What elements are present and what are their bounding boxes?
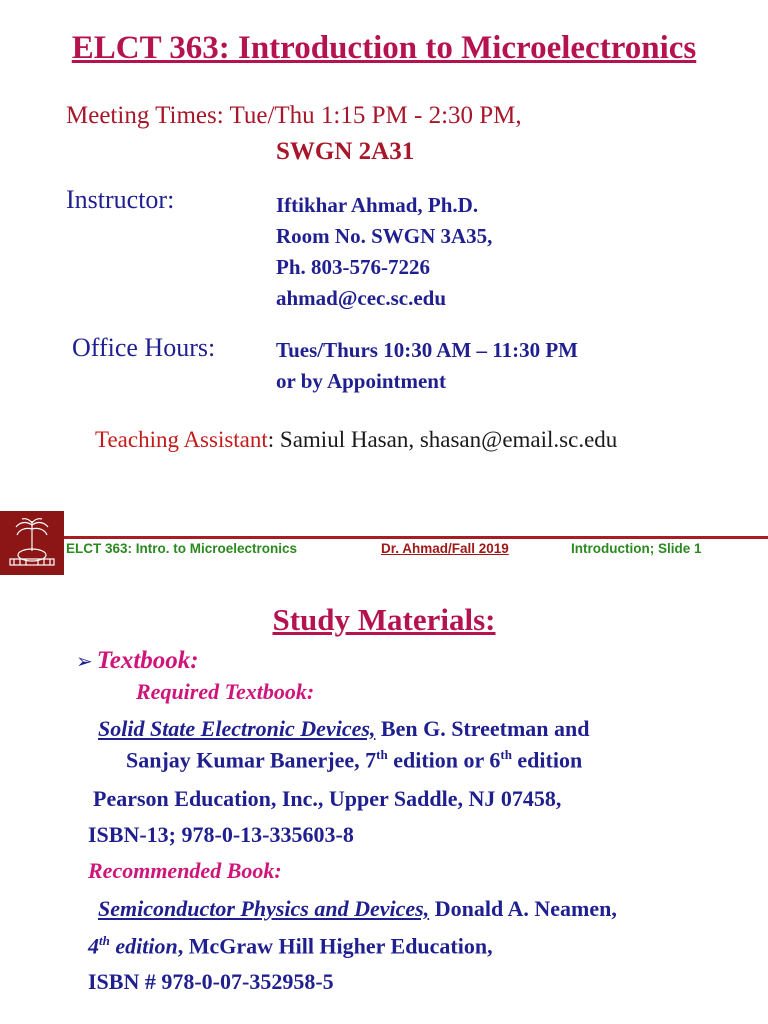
required-textbook-label: Required Textbook: bbox=[136, 679, 315, 704]
ta-label: Teaching Assistant bbox=[95, 427, 268, 452]
meeting-room: SWGN 2A31 bbox=[276, 138, 415, 165]
instructor-email: ahmad@cec.sc.edu bbox=[276, 286, 447, 310]
ta-value: : Samiul Hasan, shasan@email.sc.edu bbox=[267, 427, 618, 452]
bullet-arrow-icon: ➢ bbox=[76, 649, 93, 673]
edition-label: edition bbox=[109, 933, 178, 959]
required-book-title: Solid State Electronic Devices, bbox=[98, 716, 376, 741]
recommended-book-publisher: , McGraw Hill Higher Education, bbox=[177, 933, 493, 959]
required-book-isbn: ISBN-13; 978-0-13-335603-8 bbox=[88, 822, 354, 847]
slide2-title: Study Materials: bbox=[272, 602, 496, 637]
required-book-coauthor: Sanjay Kumar Banerjee, 7 bbox=[126, 747, 377, 773]
footer-author: Dr. Ahmad/Fall 2019 bbox=[381, 541, 509, 556]
recommended-book-isbn: ISBN # 978-0-07-352958-5 bbox=[88, 969, 334, 994]
footer-slide-number: Introduction; Slide 1 bbox=[571, 541, 702, 556]
recommended-book-edition bbox=[88, 933, 493, 959]
required-book-line2 bbox=[126, 747, 582, 773]
footer-rule bbox=[0, 536, 768, 539]
edition-or: edition or 6 bbox=[387, 747, 501, 773]
footer-course: ELCT 363: Intro. to Microelectronics bbox=[66, 541, 298, 556]
instructor-phone: Ph. 803-576-7226 bbox=[276, 255, 430, 279]
required-book-line1 bbox=[98, 716, 590, 742]
textbook-heading: Textbook: bbox=[96, 647, 199, 674]
required-book-authors: Ben G. Streetman and bbox=[375, 716, 590, 741]
edition-number: 4 bbox=[88, 933, 99, 959]
university-logo bbox=[0, 511, 64, 575]
recommended-book-title: Semiconductor Physics and Devices, bbox=[98, 896, 430, 921]
edition-sup-2: th bbox=[500, 747, 512, 762]
edition-sup: th bbox=[99, 933, 110, 948]
recommended-book-label: Recommended Book: bbox=[88, 858, 282, 883]
office-hours-label: Office Hours: bbox=[72, 333, 216, 362]
instructor-label: Instructor: bbox=[66, 185, 175, 214]
textbook-heading-line bbox=[76, 647, 199, 675]
instructor-room: Room No. SWGN 3A35, bbox=[276, 224, 493, 248]
meeting-times: Meeting Times: Tue/Thu 1:15 PM - 2:30 PM, bbox=[66, 102, 522, 129]
office-hours-time: Tues/Thurs 10:30 AM – 11:30 PM bbox=[276, 338, 578, 362]
edition-sup-1: th bbox=[376, 747, 388, 762]
slide-title: ELCT 363: Introduction to Microelectronics bbox=[71, 30, 697, 66]
edition-word: edition bbox=[511, 747, 583, 773]
required-book-publisher: Pearson Education, Inc., Upper Saddle, NJ 07458, bbox=[93, 786, 562, 811]
instructor-name: Iftikhar Ahmad, Ph.D. bbox=[276, 193, 479, 217]
palmetto-logo-icon bbox=[0, 511, 64, 575]
office-hours-appointment: or by Appointment bbox=[276, 369, 446, 393]
recommended-book-line1 bbox=[98, 896, 617, 922]
recommended-book-author: Donald A. Neamen, bbox=[429, 896, 617, 921]
teaching-assistant bbox=[95, 427, 617, 453]
